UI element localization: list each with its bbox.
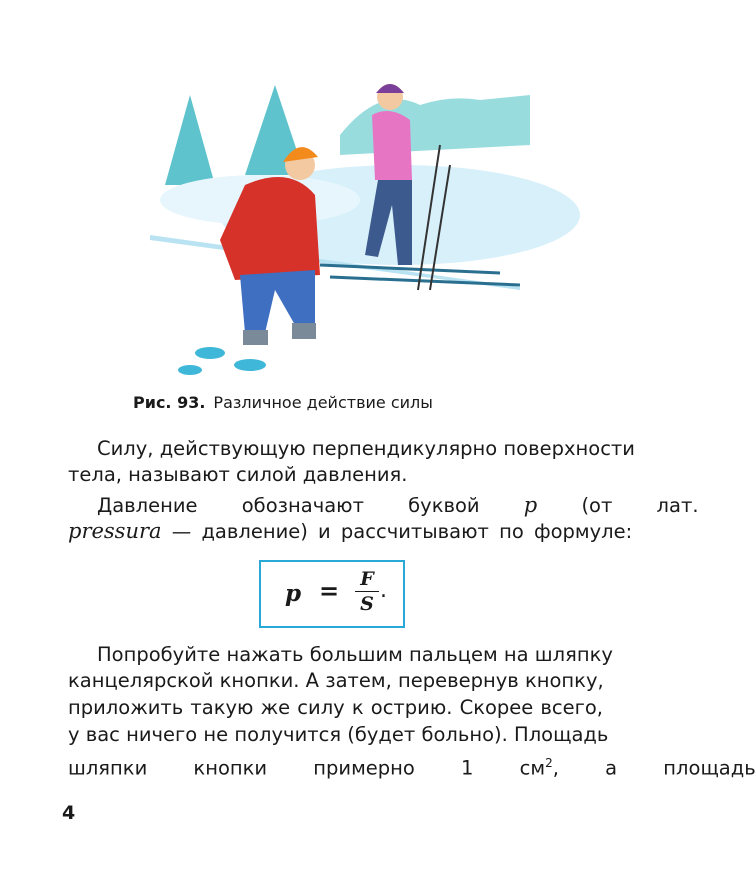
figure-label: Рис. 93. — [133, 393, 206, 412]
text-span: (от лат. — [581, 494, 699, 517]
text-line — [97, 492, 699, 519]
superscript: 2 — [545, 756, 553, 770]
pressure-symbol: p — [523, 493, 538, 517]
text-line — [68, 518, 633, 545]
latin-word: pressura — [68, 519, 162, 543]
text-line: тела, называют силой давления. — [68, 463, 408, 486]
fraction-bar — [355, 591, 379, 592]
text-line: Силу, действующую перпендикулярно поверхности — [97, 437, 635, 460]
formula-equals: = — [319, 577, 340, 605]
text-line: приложить такую же силу к острию. Скорее всего, — [68, 696, 603, 719]
pressure-formula-box — [259, 560, 405, 628]
figure-caption — [133, 393, 433, 412]
figure-caption-text: Различное действие силы — [213, 393, 433, 412]
formula-numerator: F — [360, 568, 374, 590]
text-span: , а площадь — [552, 756, 756, 780]
page-number: 4 — [62, 802, 76, 824]
formula-fraction — [355, 568, 379, 615]
formula-lhs: p — [285, 580, 302, 607]
text-line: Попробуйте нажать большим пальцем на шляпку — [97, 643, 613, 666]
text-span: — давление) и рассчитывают по формуле: — [171, 520, 633, 543]
text-line: канцелярской кнопки. А затем, перевернув кнопку, — [68, 669, 604, 692]
formula-denominator: S — [360, 593, 374, 615]
text-span: шляпки кнопки примерно 1 см — [68, 756, 546, 780]
formula-period: . — [380, 578, 387, 603]
skiers-illustration — [150, 65, 540, 385]
text-line: у вас ничего не получится (будет больно). Площадь — [68, 723, 609, 746]
text-span: Давление обозначают буквой — [97, 494, 480, 517]
text-line — [68, 750, 756, 782]
